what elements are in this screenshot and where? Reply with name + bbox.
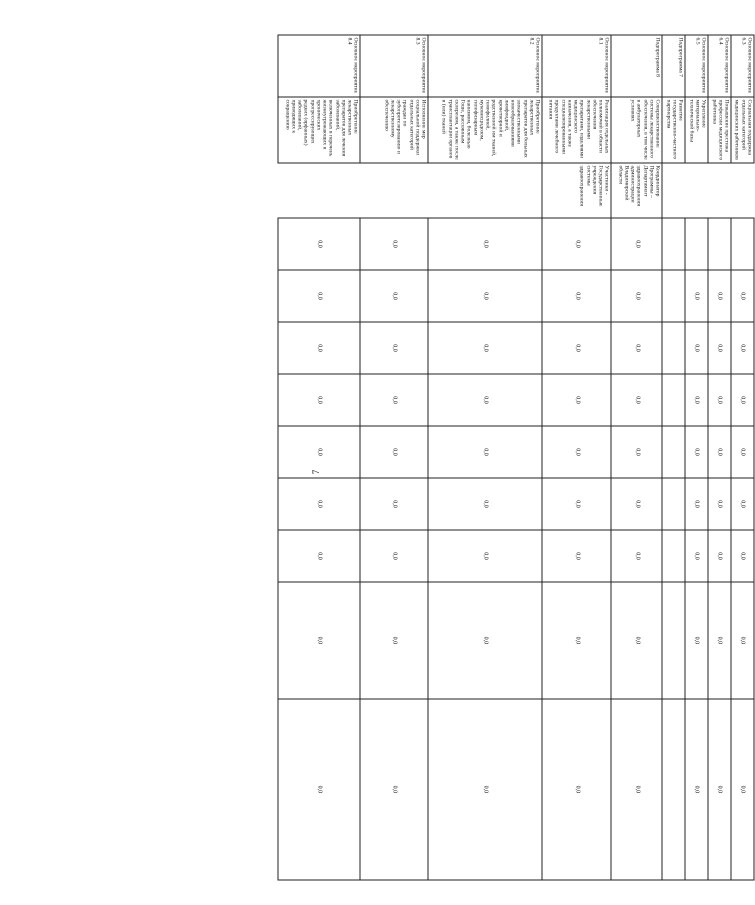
value-cell: 0,0 [428,530,542,582]
value-cell: 0,0 [278,270,361,322]
value-cell: 0,0 [278,426,361,478]
row-name: Социальная поддержка отдельных категорий медицинских работников [731,97,754,163]
value-cell [662,374,685,426]
value-cell: 0,0 [542,322,611,374]
value-cell: 0,0 [611,582,662,699]
value-cell: 0,0 [278,478,361,530]
value-cell: 0,0 [542,218,611,270]
value-cell: 0,0 [361,218,429,270]
value-cell: 0,0 [731,270,754,322]
value-cell: 0,0 [361,478,429,530]
value-cell: 0,0 [361,270,429,322]
value-cell: 0,0 [731,582,754,699]
value-cell: 0,0 [542,374,611,426]
value-cell: 0,0 [361,426,429,478]
row-type: Основное мероприятие 8.4 [278,35,361,97]
row-participant [708,163,731,218]
value-cell: 0,0 [685,478,708,530]
value-cell [662,698,685,879]
row-name: Совершенствование системы лекарственного обеспечения, в том числе в амбулаторных условиях [611,97,662,163]
table-row [708,35,731,880]
value-cell: 0,0 [611,478,662,530]
table-row [278,35,361,880]
row-participant: Координатор Программы – Департамент здравоохранения администрации Владимирской области [611,163,662,218]
value-cell: 0,0 [542,698,611,879]
value-cell: 0,0 [361,322,429,374]
value-cell [662,426,685,478]
value-cell [731,218,754,270]
value-cell: 0,0 [685,426,708,478]
row-type: Основное мероприятие 6.4 [708,35,731,97]
row-type: Основное мероприятие 8.3 [361,35,429,97]
value-cell: 0,0 [685,530,708,582]
value-cell: 0,0 [428,218,542,270]
value-cell: 0,0 [278,582,361,699]
value-cell: 0,0 [542,270,611,322]
program-table [278,34,755,880]
value-cell: 0,0 [428,582,542,699]
value-cell: 0,0 [428,322,542,374]
value-cell: 0,0 [611,218,662,270]
value-cell: 0,0 [278,322,361,374]
value-cell: 0,0 [278,698,361,879]
value-cell [662,530,685,582]
row-name: Повышение престижа профессии медицинского работника [708,97,731,163]
table-row [662,35,685,880]
value-cell: 0,0 [278,530,361,582]
value-cell: 0,0 [542,478,611,530]
row-name: Приобретение лекарственных препаратов для лечения заболеваний, включенных в перечень жизнеугрожающих и хронических прогрессирующих редких (орфанных) заболеваний, приводящих к сокращению [278,97,361,163]
value-cell: 0,0 [428,478,542,530]
value-cell: 0,0 [685,582,708,699]
row-type: Подпрограмма 7 [662,35,685,97]
row-type: Основное мероприятие 8.2 [428,35,542,97]
value-cell: 0,0 [731,698,754,879]
table-row [428,35,542,880]
row-type: Подпрограмма 8 [611,35,662,97]
table-row [685,35,708,880]
value-cell: 0,0 [278,374,361,426]
value-cell: 0,0 [708,582,731,699]
row-participant [662,163,685,218]
value-cell: 0,0 [428,426,542,478]
value-cell: 0,0 [685,322,708,374]
value-cell: 0,0 [611,698,662,879]
row-type: Основное мероприятие 8.1 [542,35,611,97]
row-participant: Участники - Государственные учреждения системы здравоохранения [542,163,611,218]
value-cell: 0,0 [611,322,662,374]
row-name: Развитие государственно-частного партнерства [662,97,685,163]
value-cell: 0,0 [278,218,361,270]
value-cell: 0,0 [708,270,731,322]
value-cell: 0,0 [611,374,662,426]
value-cell: 0,0 [708,478,731,530]
row-name: Исполнение мер социальной поддержки отдельных категорий граждан по зубопротезированию и лекарственному обеспечению [361,97,429,163]
table [278,34,755,880]
value-cell: 0,0 [731,322,754,374]
value-cell: 0,0 [542,582,611,699]
value-cell [662,322,685,374]
value-cell: 0,0 [708,698,731,879]
value-cell: 0,0 [428,374,542,426]
value-cell: 0,0 [731,426,754,478]
value-cell: 0,0 [611,270,662,322]
value-cell: 0,0 [542,530,611,582]
value-cell: 0,0 [685,698,708,879]
value-cell [662,582,685,699]
value-cell: 0,0 [731,374,754,426]
row-participant [278,163,361,218]
value-cell [662,270,685,322]
value-cell: 0,0 [542,426,611,478]
row-name: Приобретение лекарственных препаратов для больных злокачественными новообразованиями лимфоидной, кроветворной и родственной им тканей, гемофилией, муковисцидозом, гипофизарным нанизмом, болезнью Гоше, рассеянным склерозом, а также после трансплантации органов и (или) тканей [428,97,542,163]
value-cell [685,218,708,270]
value-cell: 0,0 [428,698,542,879]
value-cell [662,218,685,270]
value-cell: 0,0 [428,270,542,322]
row-type: Основное мероприятие 6.3 [731,35,754,97]
row-participant [361,163,429,218]
row-name: Реализация отдельных полномочий в области обеспечения лекарственными препаратами, изделиями медицинского назначения, а также специализированными продуктами лечебного питания [542,97,611,163]
value-cell: 0,0 [611,426,662,478]
row-type: Основное мероприятие 6.5 [685,35,708,97]
value-cell: 0,0 [708,426,731,478]
value-cell [662,478,685,530]
value-cell: 0,0 [708,322,731,374]
table-body [278,35,754,880]
value-cell: 0,0 [708,374,731,426]
value-cell: 0,0 [731,530,754,582]
value-cell [708,218,731,270]
table-row [611,35,662,880]
table-row [731,35,754,880]
value-cell: 0,0 [685,270,708,322]
table-row [361,35,429,880]
value-cell: 0,0 [611,530,662,582]
value-cell: 0,0 [361,698,429,879]
row-participant [731,163,754,218]
value-cell: 0,0 [708,530,731,582]
value-cell: 0,0 [685,374,708,426]
value-cell: 0,0 [361,530,429,582]
value-cell: 0,0 [361,374,429,426]
value-cell: 0,0 [361,582,429,699]
row-participant [428,163,542,218]
page-number: 7 [311,469,321,475]
row-participant [685,163,708,218]
table-row [542,35,611,880]
value-cell: 0,0 [731,478,754,530]
row-name: Укрепление материально-технической базы [685,97,708,163]
